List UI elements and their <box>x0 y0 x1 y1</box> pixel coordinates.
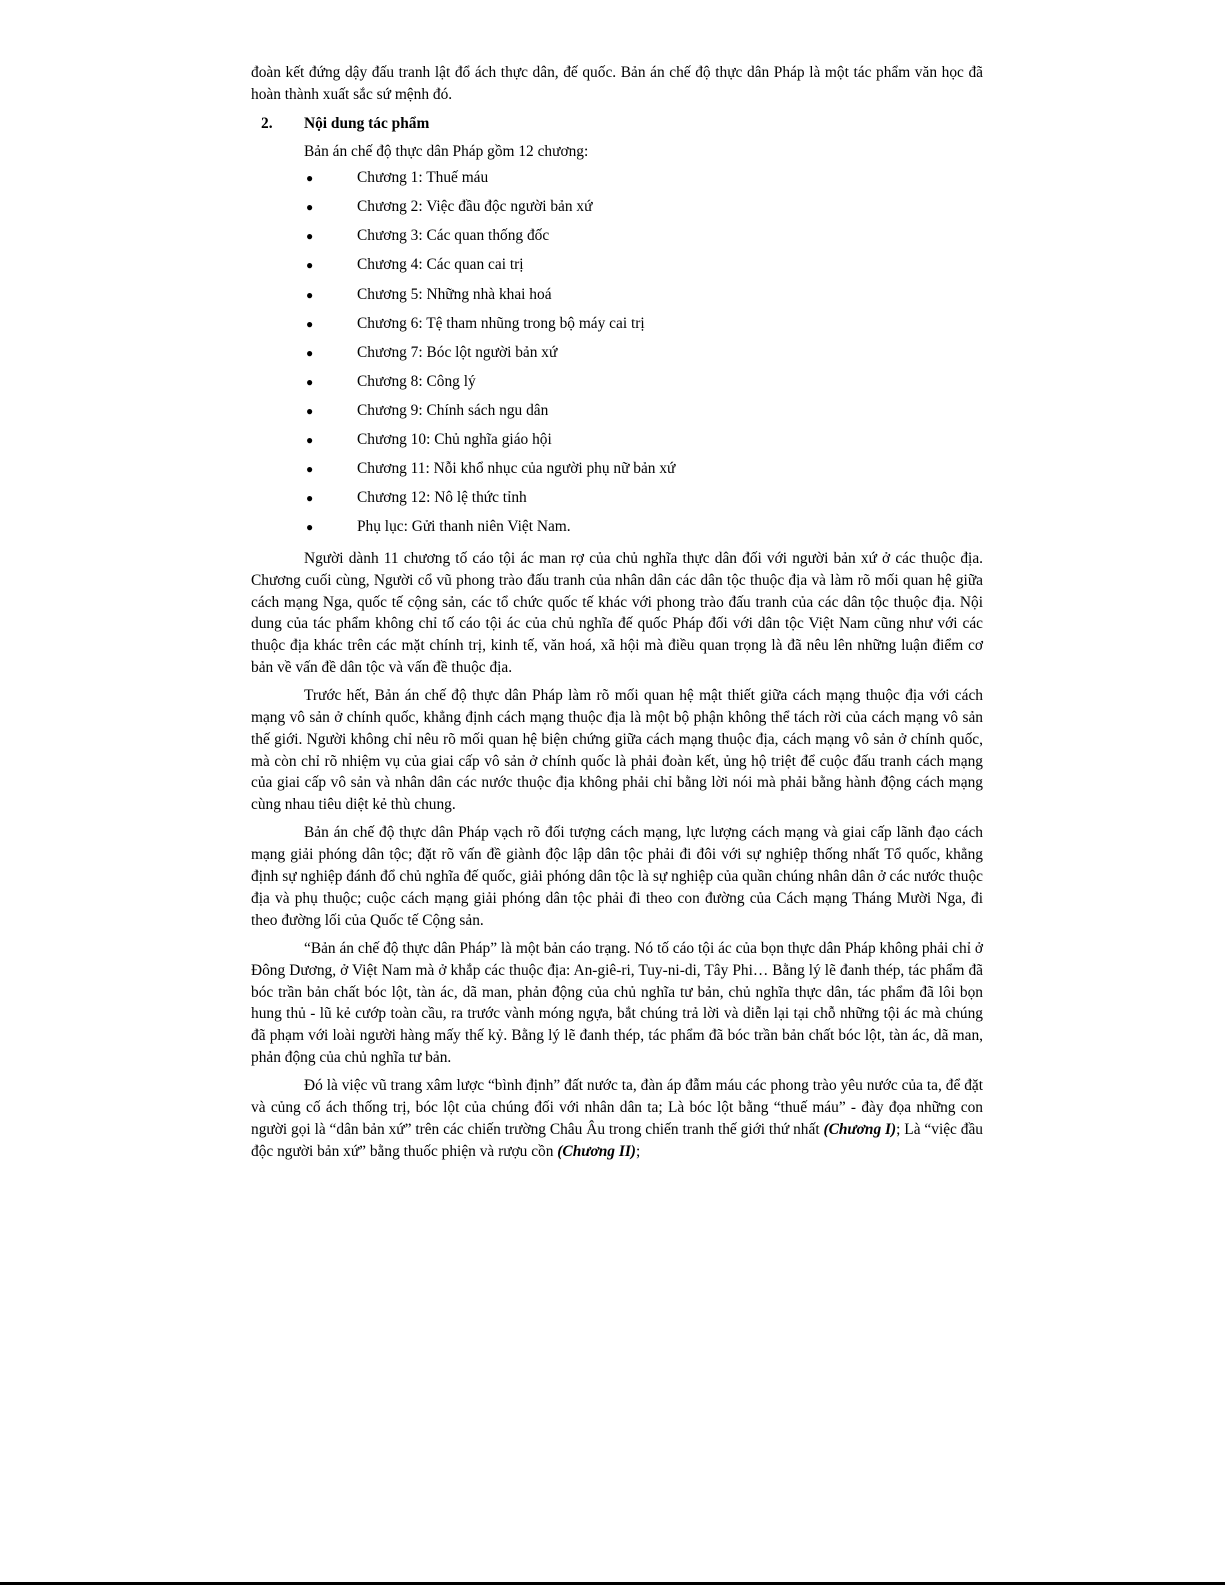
list-item <box>251 192 983 221</box>
chapter-label: Chương 4: Các quan cai trị <box>357 256 524 274</box>
bullet-icon: ● <box>306 403 314 418</box>
section-heading <box>251 113 983 135</box>
chapter-label: Chương 3: Các quan thống đốc <box>357 227 550 245</box>
list-item <box>251 309 983 338</box>
list-item <box>251 454 983 483</box>
chapter-label: Chương 10: Chủ nghĩa giáo hội <box>357 431 552 449</box>
bullet-icon: ● <box>306 433 314 448</box>
bullet-icon: ● <box>306 287 314 302</box>
section-title: Nội dung tác phẩm <box>304 114 430 132</box>
paragraph-3: Bản án chế độ thực dân Pháp vạch rõ đối tượng cách mạng, lực lượng cách mạng và giai cấp lãnh đạo cách mạng giải phóng dân tộc; đặt rõ vấn đề giành độc lập dân tộc phải đi đôi với sự nghiệp thống nhất Tổ quốc, khẳng định sự nghiệp đánh đổ chủ nghĩa đế quốc, giải phóng dân tộc là sự nghiệp của quần chúng nhân dân ở các nước thuộc địa và phụ thuộc; cuộc cách mạng giải phóng dân tộc phải đi theo con đường của Cách mạng Tháng Mười Nga, đi theo đường lối của Quốc tế Cộng sản. <box>251 824 983 929</box>
list-item <box>251 396 983 425</box>
paragraph-5-text-b: ; Là “việc đầu độc người bản xứ” bằng thuốc phiện và rượu cồn <box>251 1120 983 1160</box>
chapter-label: Chương 9: Chính sách ngu dân <box>357 401 549 419</box>
list-item <box>251 250 983 279</box>
bullet-icon: ● <box>306 462 314 477</box>
paragraph-5-text-c: ; <box>635 1142 641 1160</box>
list-item <box>251 338 983 367</box>
paragraph-5-text-a: Đó là việc vũ trang xâm lược “bình định” đất nước ta, đàn áp đẫm máu các phong trào yêu nước của ta, để đặt và củng cố ách thống trị, bóc lột của chúng đối với nhân dân ta; Là bóc lột bằng “thuế máu” - đày đọa những con người gọi là “dân bản xứ” trên các chiến trường Châu Âu trong chiến tranh thế giới thứ nhất <box>251 1077 983 1138</box>
chapter-reference-1: (Chương I) <box>823 1120 897 1138</box>
bullet-icon: ● <box>306 258 314 273</box>
chapter-label: Chương 5: Những nhà khai hoá <box>357 285 552 303</box>
paragraph-1: Người dành 11 chương tố cáo tội ác man rợ của chủ nghĩa thực dân đối với người bản xứ ở các thuộc địa. Chương cuối cùng, Người cổ vũ phong trào đấu tranh của nhân dân các dân tộc thuộc địa và làm rõ mối quan hệ giữa cách mạng Nga, quốc tế cộng sản, các tổ chức quốc tế khác với phong trào đấu tranh của các dân tộc thuộc địa. Nội dung của tác phẩm không chỉ tố cáo tội ác của chủ nghĩa đế quốc Pháp đối với dân tộc Việt Nam cũng như với các thuộc địa khác trên các mặt chính trị, kinh tế, văn hoá, xã hội mà điều quan trọng là đã nêu lên những luận điểm cơ bản về vấn đề dân tộc và vấn đề thuộc địa. <box>251 549 983 676</box>
chapter-label: Chương 1: Thuế máu <box>357 169 489 187</box>
bullet-icon: ● <box>306 491 314 506</box>
bullet-icon: ● <box>306 200 314 215</box>
document-page <box>251 62 983 1162</box>
chapter-label: Chương 6: Tệ tham nhũng trong bộ máy cai trị <box>357 314 645 332</box>
paragraph-2: Trước hết, Bản án chế độ thực dân Pháp làm rõ mối quan hệ mật thiết giữa cách mạng thuộc địa với cách mạng vô sản ở chính quốc, khẳng định cách mạng thuộc địa là một bộ phận không thể tách rời của cách mạng vô sản thế giới. Người không chỉ nêu rõ mối quan hệ biện chứng giữa cách mạng thuộc địa, cách mạng vô sản ở chính quốc, mà còn chỉ rõ nhiệm vụ của giai cấp vô sản ở chính quốc là phải đoàn kết, ủng hộ triệt để cuộc đấu tranh cách mạng của giai cấp vô sản và nhân dân các nước thuộc địa không phải chỉ bằng lời nói mà phải bằng hành động cách mạng cùng nhau tiêu diệt kẻ thù chung. <box>251 687 983 814</box>
paragraph-5 <box>251 1075 983 1162</box>
chapter-list-intro: Bản án chế độ thực dân Pháp gồm 12 chương: <box>304 143 589 161</box>
list-item <box>251 280 983 309</box>
chapter-label: Chương 11: Nỗi khổ nhục của người phụ nữ bản xứ <box>357 460 676 478</box>
list-item <box>251 221 983 250</box>
paragraph-4: “Bản án chế độ thực dân Pháp” là một bản cáo trạng. Nó tố cáo tội ác của bọn thực dân Pháp không phải chỉ ở Đông Dương, ở Việt Nam mà ở khắp các thuộc địa: An-giê-ri, Tuy-ni-di, Tây Phi… Bằng lý lẽ đanh thép, tác phẩm đã bóc trần bản chất bóc lột, tàn ác, dã man, phản động của chủ nghĩa tư bản, chủ nghĩa thực dân, tác phẩm đã lôi bọn hung thủ - lũ kẻ cướp toàn cầu, ra trước vành móng ngựa, bắt chúng trả lời và diễn lại tại chỗ những tội ác mà chúng đã phạm với loài người hàng mấy thế kỷ. Bằng lý lẽ đanh thép, tác phẩm đã bóc trần bản chất bóc lột, tàn ác, dã man, phản động của chủ nghĩa tư bản. <box>251 939 983 1066</box>
chapter-label: Chương 8: Công lý <box>357 372 476 390</box>
list-item <box>251 425 983 454</box>
list-item <box>251 512 983 541</box>
list-item <box>251 483 983 512</box>
bullet-icon: ● <box>306 520 314 535</box>
list-item <box>251 163 983 192</box>
chapter-list <box>251 163 983 541</box>
bullet-icon: ● <box>306 171 314 186</box>
bullet-icon: ● <box>306 374 314 389</box>
chapter-label: Chương 12: Nô lệ thức tỉnh <box>357 489 527 507</box>
paragraph-top: đoàn kết đứng dậy đấu tranh lật đổ ách thực dân, đế quốc. Bản án chế độ thực dân Pháp là một tác phẩm văn học đã hoàn thành xuất sắc sứ mệnh đó. <box>251 64 983 103</box>
chapter-label: Chương 2: Việc đầu độc người bản xứ <box>357 198 593 216</box>
bullet-icon: ● <box>306 229 314 244</box>
chapter-label: Phụ lục: Gửi thanh niên Việt Nam. <box>357 518 571 536</box>
bullet-icon: ● <box>306 345 314 360</box>
list-item <box>251 367 983 396</box>
chapter-label: Chương 7: Bóc lột người bản xứ <box>357 343 558 361</box>
chapter-reference-2: (Chương II) <box>557 1142 636 1160</box>
bullet-icon: ● <box>306 316 314 331</box>
section-number: 2. <box>261 114 273 132</box>
